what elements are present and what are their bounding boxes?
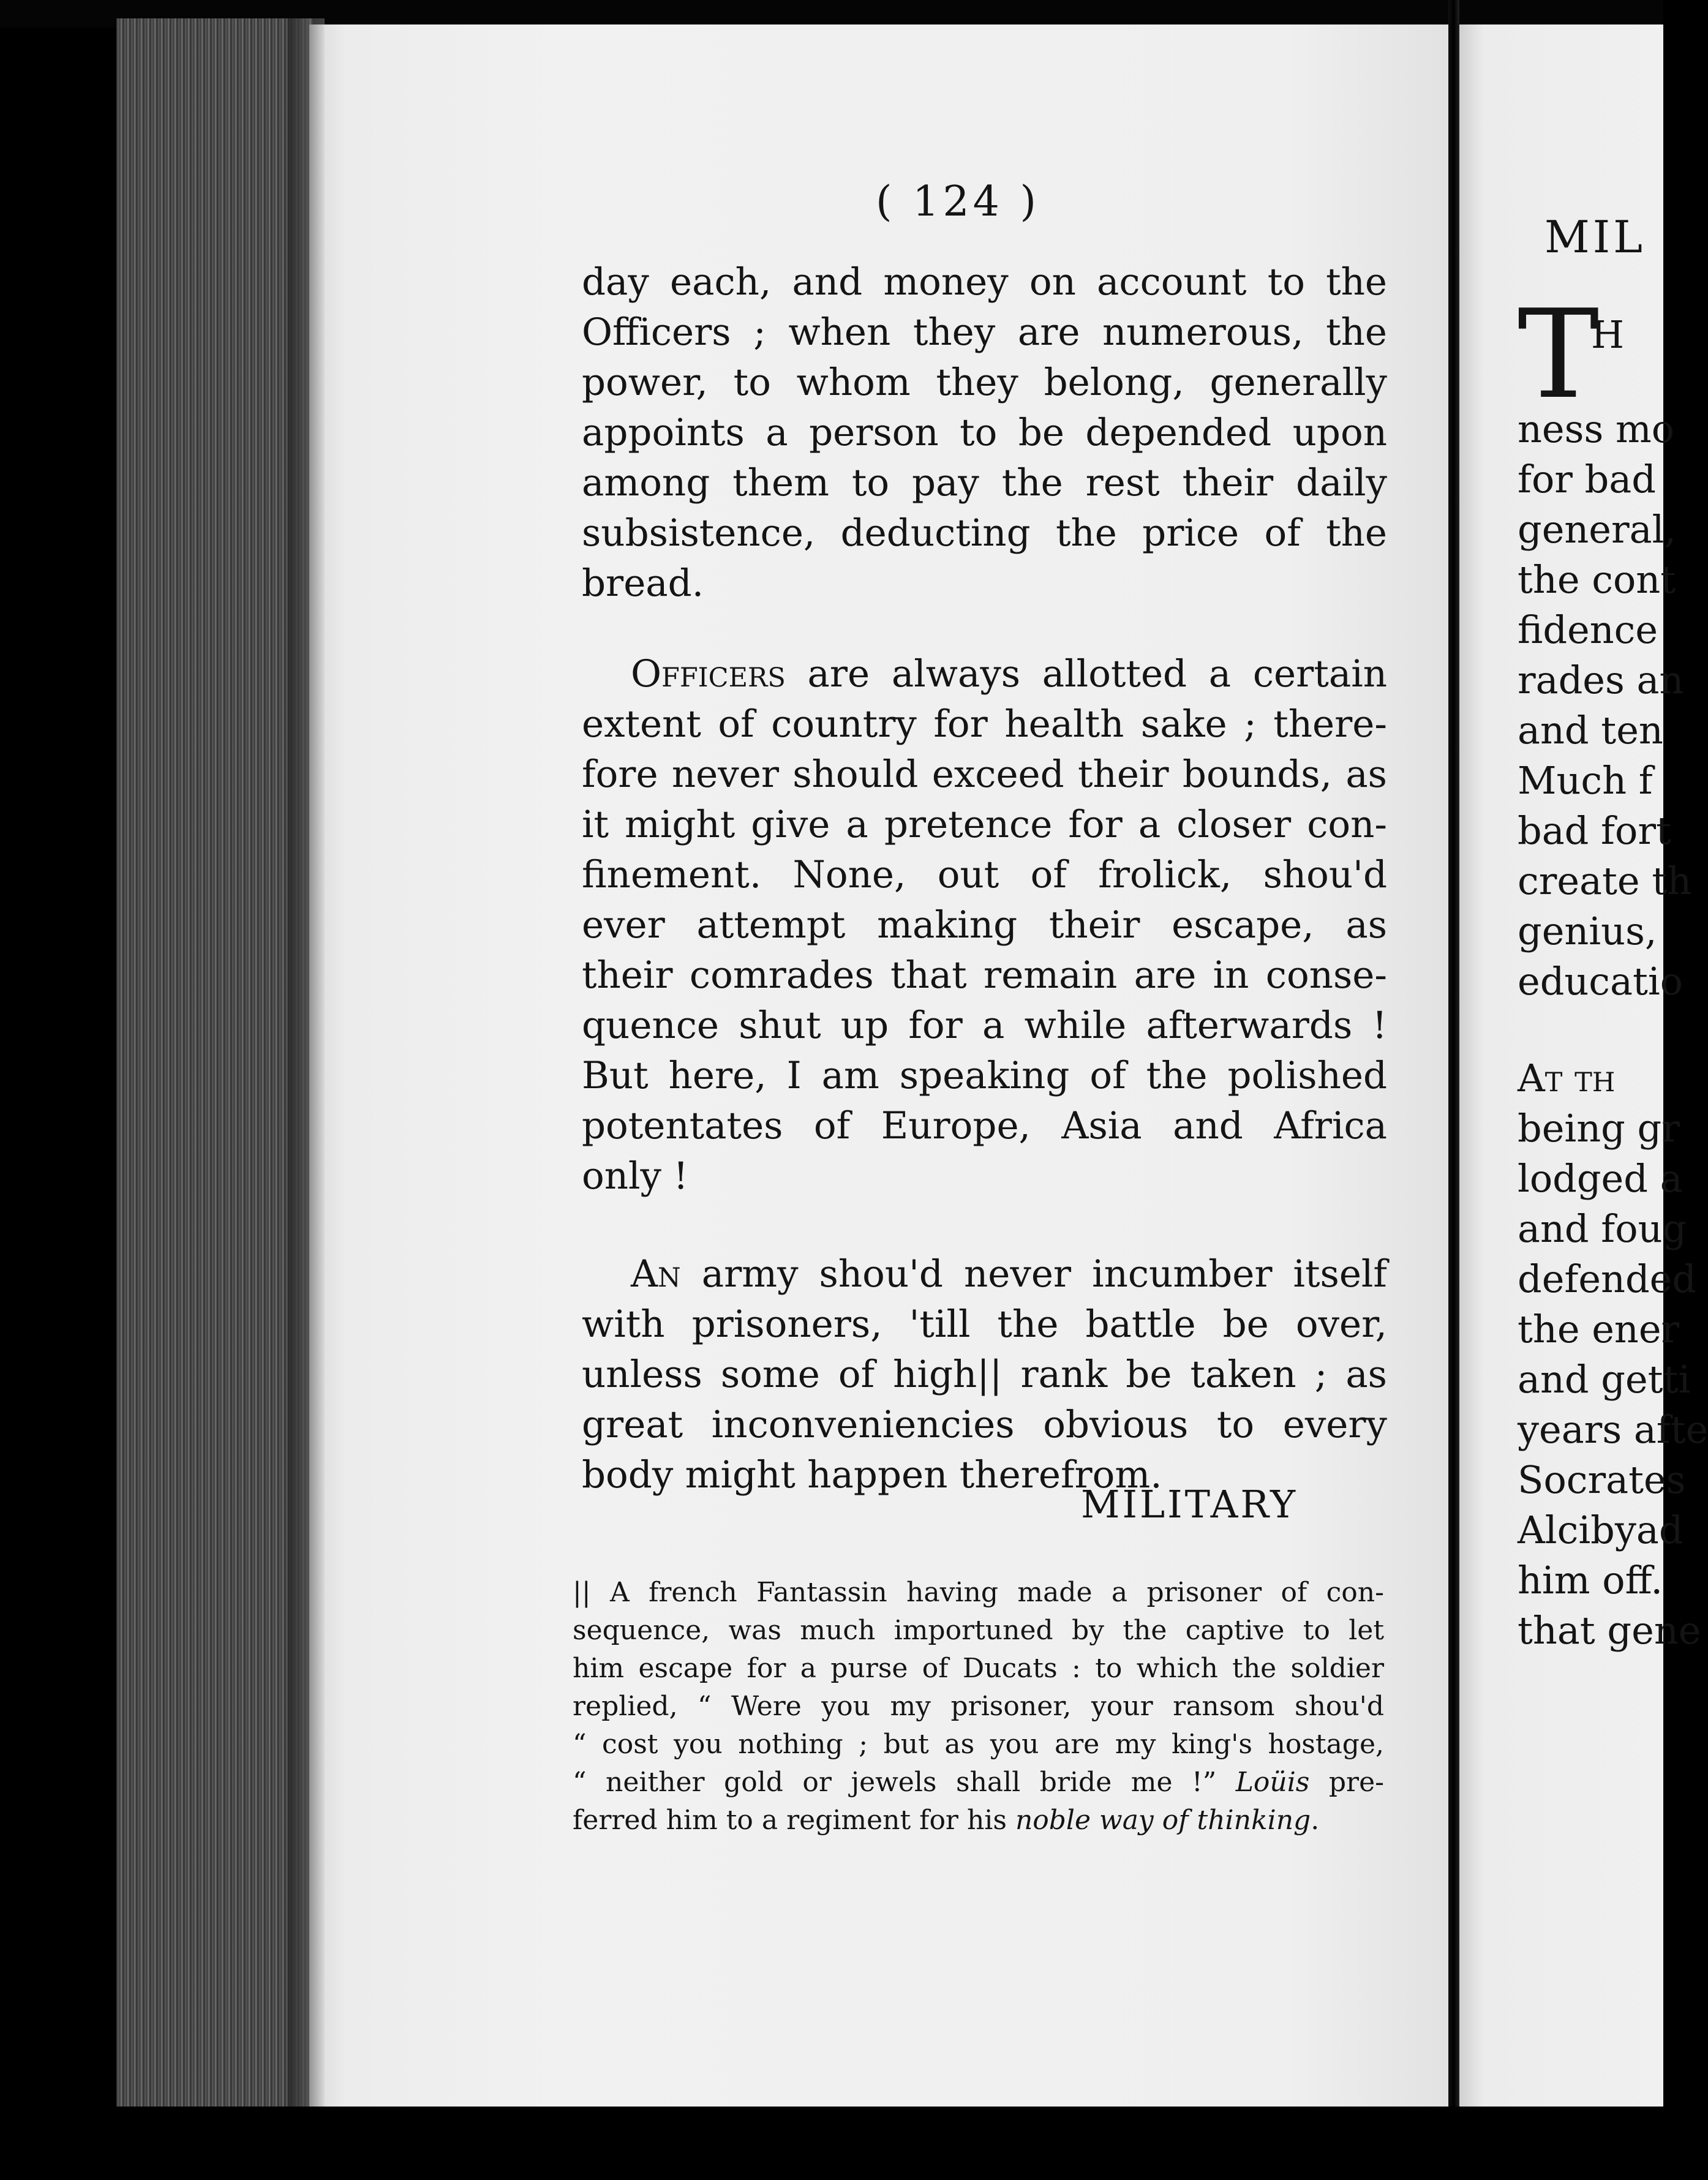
catchword: MILITARY [1081,1482,1298,1527]
text-line: fore never should exceed their bounds, as [582,753,1387,796]
text-line: Alcibyad [1518,1508,1684,1552]
book-gutter [1448,0,1459,2180]
footnote-italic: noble way of thinking [1015,1805,1311,1836]
text-line: Much f [1518,758,1653,803]
text-line: for bad [1518,457,1656,502]
text-line: ever attempt making their escape, as [582,903,1387,947]
text-line: fidence [1518,607,1658,652]
footnote-line: sequence, was much importuned by the captive to let [573,1615,1384,1646]
text-line: with prisoners, 'till the battle be over, [582,1302,1387,1346]
footnote-run: “ neither gold or jewels shall bride me !” [573,1767,1236,1798]
text-line: the ener [1518,1307,1680,1351]
text-line: and getti [1518,1357,1691,1402]
drop-cap: T [1518,284,1600,426]
footnote-run: pre- [1309,1767,1384,1798]
text-line: their comrades that remain are in conse- [582,953,1387,997]
text-line: him off. [1518,1558,1663,1603]
text-line: unless some of high|| rank be taken ; as [582,1353,1387,1396]
text-line: bad fort [1518,808,1671,853]
text-line: bread. [582,562,704,605]
text-line: defended [1518,1257,1697,1301]
text-line: Officers ; when they are numerous, the [582,310,1387,354]
small-caps-lead: Officers [631,652,786,696]
text-line: appoints a person to be depended upon [582,411,1387,454]
text-line: it might give a pretence for a closer con- [582,803,1387,846]
text-run: are always allotted a certain [785,652,1387,696]
text-line: extent of country for health sake ; there- [582,702,1387,746]
scanner-border-bottom [0,2107,1663,2180]
drop-cap-tail: H [1591,312,1625,357]
text-line: lodged a [1518,1156,1683,1201]
text-run: army shou'd never incumber itself [680,1252,1387,1296]
text-line: years afte [1518,1407,1708,1452]
footnote-line [573,1764,1384,1802]
footnote-italic: Loüis [1235,1767,1310,1798]
footnote-line: him escape for a purse of Ducats : to which the soldier [573,1653,1384,1684]
text-line: general, [1518,507,1677,552]
footnote-line: replied, “ Were you my prisoner, your ransom shou'd [573,1691,1384,1722]
footnote-run: ferred him to a regiment for his [573,1805,1015,1836]
right-page-heading: MIL [1544,211,1646,263]
footnote-line: “ cost you nothing ; but as you are my king's hostage, [573,1729,1384,1760]
text-line: that gene [1518,1608,1701,1653]
text-line: and foug [1518,1206,1687,1251]
footnote-line: || A french Fantassin having made a prisoner of con- [573,1577,1384,1608]
small-caps-lead: An [631,1252,681,1296]
text-line: create th [1518,859,1692,903]
page-number: ( 124 ) [876,178,1040,226]
text-line: Socrates [1518,1457,1686,1502]
text-line: quence shut up for a while afterwards ! [582,1004,1387,1047]
text-line: genius, [1518,909,1657,953]
text-line: power, to whom they belong, generally [582,361,1387,404]
text-line: the cont [1518,557,1676,602]
text-line: and ten [1518,708,1663,753]
text-line: educatio [1518,959,1684,1004]
footnote-line [573,1802,1384,1840]
text-line: being gr [1518,1106,1680,1151]
text-line: day each, and money on account to the [582,260,1387,304]
text-line: But here, I am speaking of the polished [582,1054,1387,1097]
text-line: finement. None, out of frolick, shou'd [582,853,1387,896]
text-line: rades an [1518,658,1684,702]
paragraph-first-line [631,649,1387,699]
footnote-run: . [1311,1805,1320,1836]
text-line: only ! [582,1154,688,1198]
paragraph-first-line [631,1249,1387,1299]
text-line: among them to pay the rest their daily [582,461,1387,505]
page-edge-shadow [288,18,325,2125]
text-line: great inconveniencies obvious to every [582,1403,1387,1446]
text-line: potentates of Europe, Asia and Africa [582,1104,1387,1148]
text-line: ness mo [1518,407,1675,451]
text-line: At th [1518,1056,1616,1100]
page-fore-edge [116,18,312,2125]
right-page-text [1459,24,1708,2107]
text-line: body might happen therefrom. [582,1453,1162,1497]
text-line: subsistence, deducting the price of the [582,511,1387,555]
